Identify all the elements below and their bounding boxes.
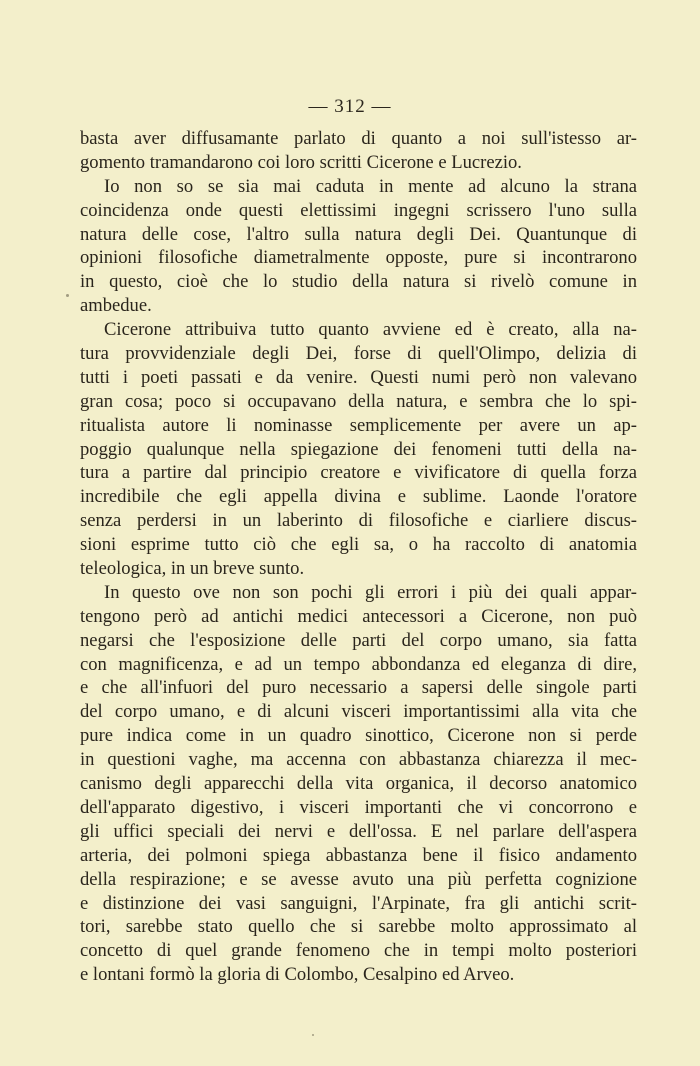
text-line: con magnificenza, e ad un tempo abbondanza ed eleganza di dire,: [80, 653, 637, 675]
text-line: e lontani formò la gloria di Colombo, Cesalpino ed Arveo.: [80, 964, 515, 986]
text-line: e che all'infuori del puro necessario a sapersi delle singole parti: [80, 677, 637, 699]
paragraph: [80, 318, 637, 581]
body-text: [80, 127, 637, 987]
text-line: basta aver diffusamante parlato di quanto a noi sull'istesso ar-: [80, 128, 637, 149]
text-line: in questo, cioè che lo studio della natura si rivelò comune in: [80, 271, 637, 293]
text-line: canismo degli apparecchi della vita organica, il decorso anatomico: [80, 773, 637, 795]
text-line: arteria, dei polmoni spiega abbastanza bene il fisico andamento: [80, 844, 637, 866]
print-speck: [66, 294, 69, 297]
text-line: della respirazione; e se avesse avuto una più perfetta cognizione: [80, 868, 637, 890]
text-line: natura delle cose, l'altro sulla natura degli Dei. Quantunque di: [80, 223, 637, 245]
text-line: ambedue.: [80, 295, 152, 317]
text-line: coincidenza onde questi elettissimi ingegni scrissero l'uno sulla: [80, 199, 637, 221]
text-line: dell'apparato digestivo, i visceri importanti che vi concorrono e: [80, 796, 637, 818]
paragraph: [80, 175, 637, 318]
text-line: tori, sarebbe stato quello che si sarebbe molto approssimato al: [80, 916, 637, 938]
text-line: opinioni filosofiche diametralmente opposte, pure si incontrarono: [80, 247, 637, 269]
text-line: poggio qualunque nella spiegazione dei fenomeni tutti della na-: [80, 438, 637, 460]
text-line: senza perdersi in un laberinto di filosofiche e ciarliere discus-: [80, 510, 637, 532]
text-line: concetto di quel grande fenomeno che in tempi molto posteriori: [80, 940, 637, 962]
text-line: pure indica come in un quadro sinottico, Cicerone non si perde: [80, 725, 637, 747]
text-line: gomento tramandarono coi loro scritti Cicerone e Lucrezio.: [80, 151, 522, 173]
text-line: negarsi che l'esposizione delle parti del corpo umano, sia fatta: [80, 629, 637, 651]
text-line: Cicerone attribuiva tutto quanto avviene ed è creato, alla na-: [104, 319, 637, 341]
text-line: e distinzione dei vasi sanguigni, l'Arpinate, fra gli antichi scrit-: [80, 892, 637, 914]
text-line: tengono però ad antichi medici antecessori a Cicerone, non può: [80, 605, 637, 627]
text-line: Io non so se sia mai caduta in mente ad alcuno la strana: [104, 175, 637, 197]
page-number: — 312 —: [308, 96, 392, 117]
text-line: tutti i poeti passati e da venire. Questi numi però non valevano: [80, 366, 637, 388]
text-line: del corpo umano, e di alcuni visceri importantissimi alla vita che: [80, 701, 637, 723]
text-line: incredibile che egli appella divina e sublime. Laonde l'oratore: [80, 486, 637, 508]
text-line: in questioni vaghe, ma accenna con abbastanza chiarezza il mec-: [80, 749, 637, 771]
text-line: gli uffici speciali dei nervi e dell'ossa. E nel parlare dell'aspera: [80, 820, 637, 842]
text-line: In questo ove non son pochi gli errori i più dei quali appar-: [104, 581, 637, 603]
text-line: ritualista autore li nominasse semplicemente per avere un ap-: [80, 414, 637, 436]
text-line: gran cosa; poco si occupavano della natura, e sembra che lo spi-: [80, 390, 637, 412]
text-line: teleologica, in un breve sunto.: [80, 558, 305, 580]
text-line: sioni esprime tutto ciò che egli sa, o ha raccolto di anatomia: [80, 534, 637, 556]
text-line: tura a partire dal principio creatore e vivificatore di quella forza: [80, 462, 637, 484]
paragraph: [80, 127, 637, 175]
text-line: tura provvidenziale degli Dei, forse di quell'Olimpo, delizia di: [80, 343, 637, 365]
paragraph: [80, 581, 637, 987]
print-speck: [312, 1034, 314, 1036]
